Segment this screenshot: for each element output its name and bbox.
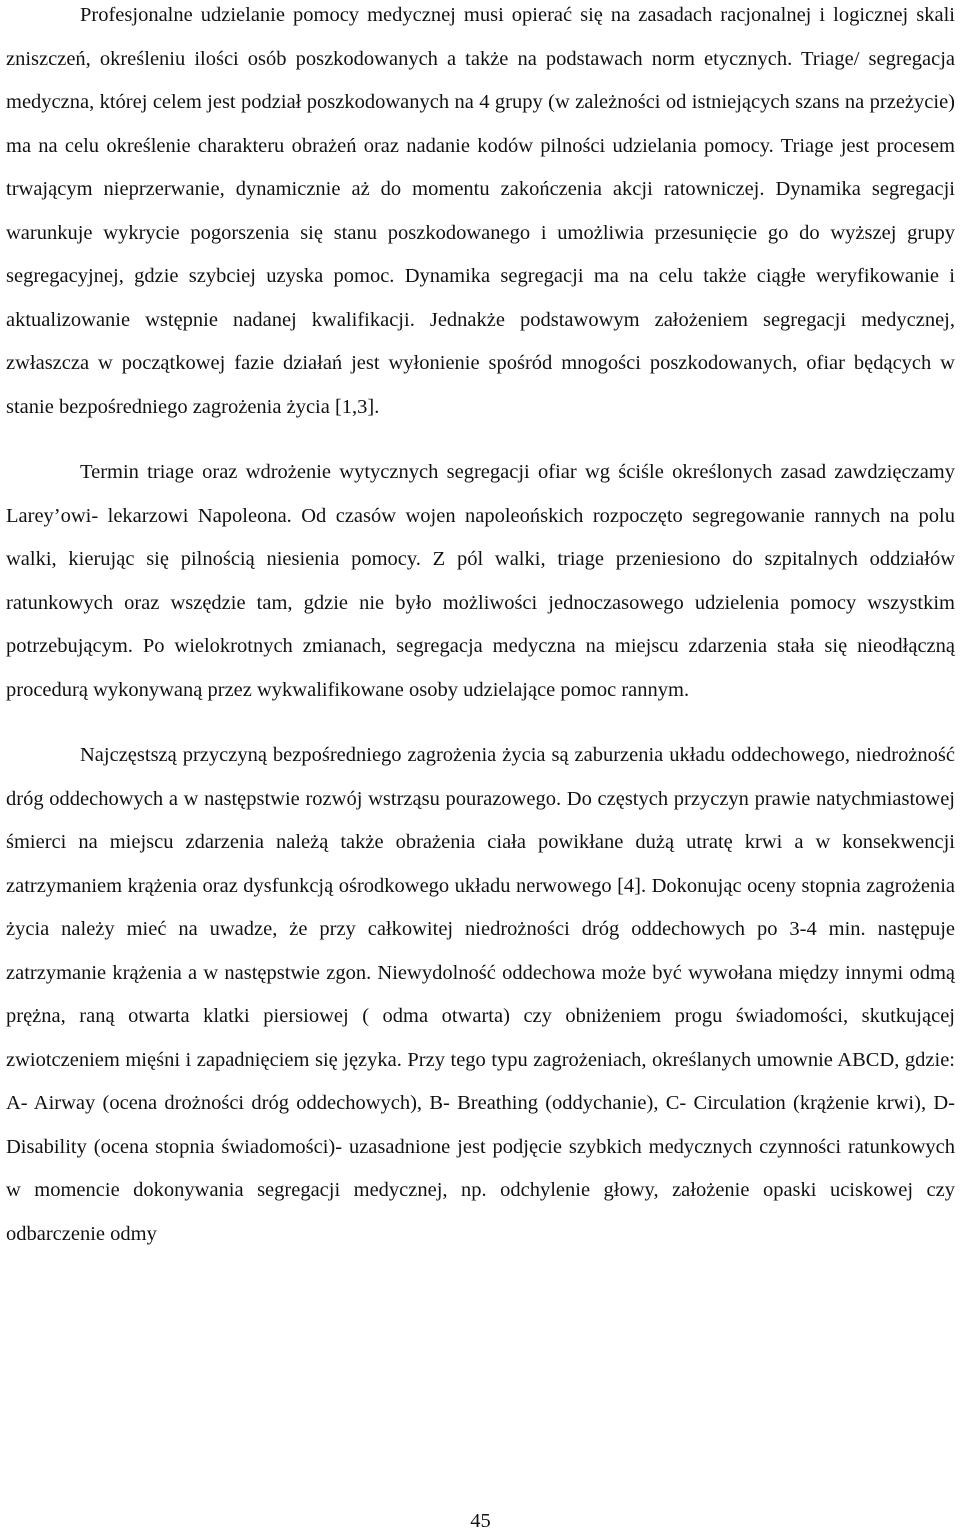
- paragraph-life-threats: Najczęstszą przyczyną bezpośredniego zagrożenia życia są zaburzenia układu oddechowego, niedrożność dróg oddechowych a w następstwie rozwój wstrząsu pourazowego. Do częstych przyczyn prawie natychmiastowej śmierci na miejscu zdarzenia należą także obrażenia ciała powikłane dużą utratę krwi a w konsekwencji zatrzymaniem krążenia oraz dysfunkcją ośrodkowego układu nerwowego [4]. Dokonując oceny stopnia zagrożenia życia należy mieć na uwadze, że przy całkowitej niedrożności dróg oddechowych po 3-4 min. następuje zatrzymanie krążenia a w następstwie zgon. Niewydolność oddechowa może być wywołana między innymi odmą prężna, raną otwarta klatki piersiowej ( odma otwarta) czy obniżeniem progu świadomości, skutkującej zwiotczeniem mięśni i zapadnięciem się języka. Przy tego typu zagrożeniach, określanych umownie ABCD, gdzie: A- Airway (ocena drożności dróg oddechowych), B- Breathing (oddychanie), C- Circulation (krążenie krwi), D- Disability (ocena stopnia świadomości)- uzasadnione jest podjęcie szybkich medycznych czynności ratunkowych w momencie dokonywania segregacji medycznej, np. odchylenie głowy, założenie opaski uciskowej czy odbarczenie odmy: [6, 744, 955, 1245]
- page-number: 45: [470, 1510, 491, 1532]
- paragraph-triage-history: Termin triage oraz wdrożenie wytycznych segregacji ofiar wg ściśle określonych zasad zawdzięczamy Larey’owi- lekarzowi Napoleona. Od czasów wojen napoleońskich rozpoczęto segregowanie rannych na polu walki, kierując się pilnością niesienia pomocy. Z pól walki, triage przeniesiono do szpitalnych oddziałów ratunkowych oraz wszędzie tam, gdzie nie było możliwości jednoczasowego udzielenia pomocy wszystkim potrzebującym. Po wielokrotnych zmianach, segregacja medyczna na miejscu zdarzenia stała się nieodłączną procedurą wykonywaną przez wykwalifikowane osoby udzielające pomoc rannym.: [6, 461, 955, 701]
- document-body: [6, 0, 955, 1256]
- document-page: [6, 0, 955, 1537]
- paragraph-triage-definition: Profesjonalne udzielanie pomocy medycznej musi opierać się na zasadach racjonalnej i logicznej skali zniszczeń, określeniu ilości osób poszkodowanych a także na podstawach norm etycznych. Triage/ segregacja medyczna, której celem jest podział poszkodowanych na 4 grupy (w zależności od istniejących szans na przeżycie) ma na celu określenie charakteru obrażeń oraz nadanie kodów pilności udzielania pomocy. Triage jest procesem trwającym nieprzerwanie, dynamicznie aż do momentu zakończenia akcji ratowniczej. Dynamika segregacji warunkuje wykrycie pogorszenia się stanu poszkodowanego i umożliwia przesunięcie go do wyższej grupy segregacyjnej, gdzie szybciej uzyska pomoc. Dynamika segregacji ma na celu także ciągłe weryfikowanie i aktualizowanie wstępnie nadanej kwalifikacji. Jednakże podstawowym założeniem segregacji medycznej, zwłaszcza w początkowej fazie działań jest wyłonienie spośród mnogości poszkodowanych, ofiar będących w stanie bezpośredniego zagrożenia życia [1,3].: [6, 4, 955, 418]
